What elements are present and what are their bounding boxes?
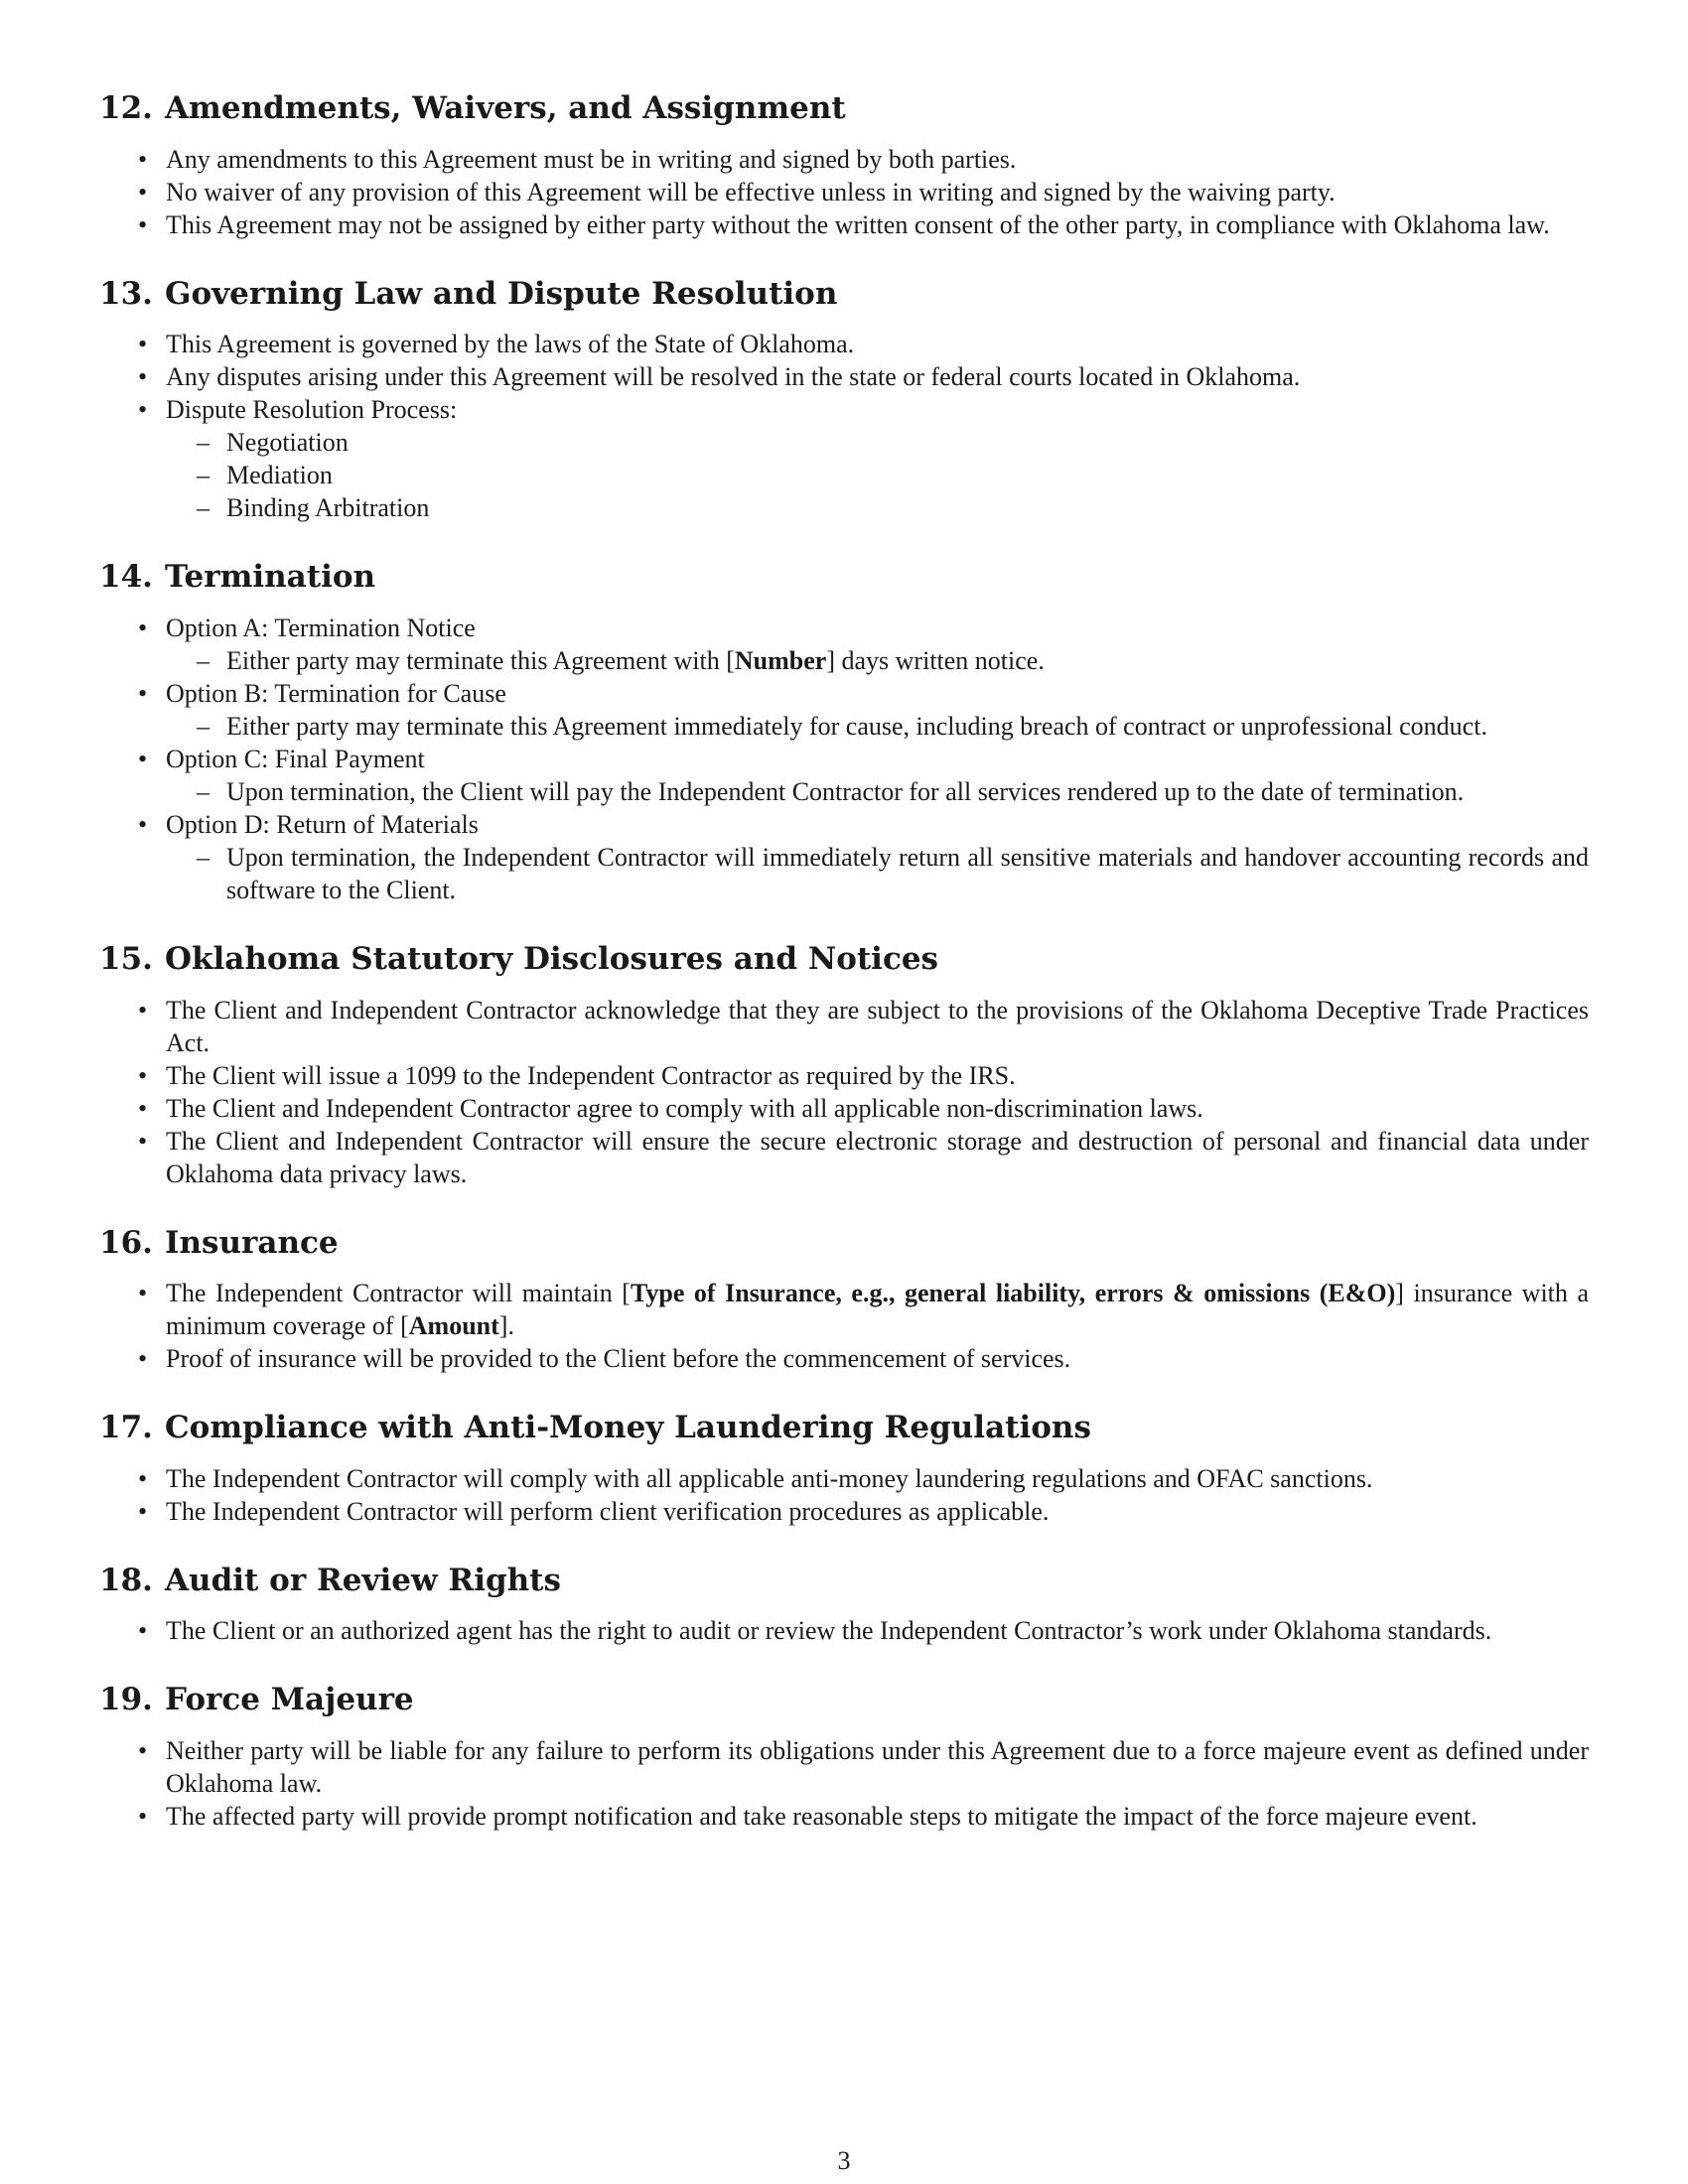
list-item	[166, 1059, 1589, 1092]
bullet-list	[99, 612, 1589, 906]
section-title: Governing Law and Dispute Resolution	[165, 275, 838, 312]
sub-list-item-text: Binding Arbitration	[226, 493, 430, 523]
bullet-list	[99, 1614, 1589, 1647]
section-19	[99, 1683, 1589, 1833]
sub-list-item	[226, 644, 1589, 677]
text-run: ] days written notice.	[826, 645, 1045, 675]
list-item	[166, 1614, 1589, 1647]
list-item	[166, 1277, 1589, 1342]
section-number: 17.	[99, 1410, 153, 1446]
list-item-text: The Client or an authorized agent has the right to audit or review the Independent Contractor’s work under Oklahoma standards.	[166, 1616, 1492, 1646]
list-item	[166, 612, 1589, 677]
list-item-text: Neither party will be liable for any failure to perform its obligations under this Agreement due to a force majeure event as defined under Oklahoma law.	[166, 1736, 1589, 1799]
section-number: 19.	[99, 1682, 153, 1718]
list-item-text: Option B: Termination for Cause	[166, 678, 506, 708]
sub-list-item	[226, 459, 1589, 491]
list-item-text: Option D: Return of Materials	[166, 809, 479, 839]
section-title: Termination	[165, 559, 376, 596]
section-17	[99, 1411, 1589, 1528]
section-18	[99, 1564, 1589, 1648]
section-14	[99, 560, 1589, 906]
sub-list	[166, 644, 1589, 677]
section-title: Compliance with Anti-Money Laundering Regulations	[165, 1410, 1091, 1446]
bullet-list	[99, 1277, 1589, 1375]
list-item	[166, 393, 1589, 524]
list-item-text: The Client and Independent Contractor will ensure the secure electronic storage and destruction of personal and financial data under Oklahoma data privacy laws.	[166, 1126, 1589, 1188]
list-item-text: Proof of insurance will be provided to the Client before the commencement of services.	[166, 1344, 1071, 1374]
document-body	[99, 91, 1589, 1868]
list-item-text: The affected party will provide prompt notification and take reasonable steps to mitigate the impact of the force majeure event.	[166, 1802, 1477, 1832]
list-item-text: The Client will issue a 1099 to the Independent Contractor as required by the IRS.	[166, 1060, 1016, 1090]
sub-list-item	[226, 775, 1589, 808]
section-heading	[99, 1411, 1589, 1446]
list-item-text: Any disputes arising under this Agreement will be resolved in the state or federal courts located in Oklahoma.	[166, 362, 1301, 392]
bullet-list	[99, 1734, 1589, 1833]
sub-list	[166, 426, 1589, 524]
list-item	[166, 1125, 1589, 1190]
list-item	[166, 208, 1589, 241]
sub-list-item-text: Either party may terminate this Agreement immediately for cause, including breach of contract or unprofessional conduct.	[226, 711, 1487, 741]
section-heading	[99, 560, 1589, 596]
section-heading	[99, 942, 1589, 978]
sub-list-item-text: Upon termination, the Client will pay the Independent Contractor for all services rendered up to the date of termination.	[226, 776, 1465, 806]
list-item-text: Option A: Termination Notice	[166, 613, 476, 642]
section-15	[99, 942, 1589, 1190]
section-number: 18.	[99, 1562, 153, 1598]
list-item	[166, 677, 1589, 743]
section-title: Force Majeure	[165, 1682, 414, 1718]
text-run: ].	[498, 1311, 514, 1341]
sub-list-item-text: Negotiation	[226, 428, 349, 458]
list-item	[166, 1495, 1589, 1528]
placeholder-field: Amount	[408, 1311, 499, 1341]
section-title: Audit or Review Rights	[165, 1562, 561, 1598]
sub-list-item-text: Upon termination, the Independent Contractor will immediately return all sensitive materials and handover accounting records and software to the Client.	[226, 842, 1589, 904]
section-number: 16.	[99, 1224, 153, 1261]
section-title: Oklahoma Statutory Disclosures and Notices	[165, 940, 939, 977]
list-item-text: Dispute Resolution Process:	[166, 395, 458, 425]
placeholder-field: Type of Insurance, e.g., general liability, errors & omissions (E&O)	[630, 1279, 1396, 1308]
section-heading	[99, 91, 1589, 127]
sub-list	[166, 775, 1589, 808]
section-heading	[99, 277, 1589, 313]
section-title: Insurance	[165, 1224, 339, 1261]
list-item	[166, 808, 1589, 906]
sub-list-item-text: Mediation	[226, 461, 333, 490]
list-item-text: The Independent Contractor will comply with all applicable anti-money laundering regulations and OFAC sanctions.	[166, 1463, 1373, 1493]
section-number: 15.	[99, 940, 153, 977]
list-item	[166, 143, 1589, 176]
placeholder-field: Number	[734, 645, 827, 675]
section-title: Amendments, Waivers, and Assignment	[165, 90, 846, 126]
bullet-list	[99, 994, 1589, 1190]
list-item	[166, 360, 1589, 393]
list-item	[166, 1342, 1589, 1375]
list-item-text: The Independent Contractor will perform client verification procedures as applicable.	[166, 1496, 1050, 1526]
list-item	[166, 1734, 1589, 1800]
text-run: Either party may terminate this Agreement with [	[226, 645, 735, 675]
sub-list-item-text	[226, 646, 1045, 675]
list-item-text: Any amendments to this Agreement must be in writing and signed by both parties.	[166, 144, 1017, 174]
text-run: ] insurance with a minimum coverage of [	[166, 1279, 1589, 1341]
list-item	[166, 994, 1589, 1059]
bullet-list	[99, 328, 1589, 524]
list-item-text: No waiver of any provision of this Agreement will be effective unless in writing and signed by the waiving party.	[166, 177, 1336, 206]
list-item-text: The Client and Independent Contractor agree to comply with all applicable non-discrimination laws.	[166, 1093, 1203, 1123]
page-number: 3	[837, 2146, 851, 2175]
list-item-text: The Client and Independent Contractor acknowledge that they are subject to the provisions of the Oklahoma Deceptive Trade Practices Act.	[166, 995, 1589, 1057]
section-number: 12.	[99, 90, 153, 126]
section-16	[99, 1226, 1589, 1376]
section-heading	[99, 1226, 1589, 1262]
list-item-text	[166, 1279, 1589, 1340]
list-item	[166, 743, 1589, 808]
section-number: 13.	[99, 275, 153, 312]
section-12	[99, 91, 1589, 241]
list-item	[166, 328, 1589, 360]
list-item-text: Option C: Final Payment	[166, 744, 425, 773]
section-heading	[99, 1683, 1589, 1718]
bullet-list	[99, 143, 1589, 241]
sub-list-item	[226, 426, 1589, 459]
text-run: The Independent Contractor will maintain [	[166, 1279, 631, 1308]
sub-list	[166, 710, 1589, 743]
section-13	[99, 277, 1589, 525]
list-item	[166, 1462, 1589, 1495]
section-number: 14.	[99, 559, 153, 596]
sub-list	[166, 841, 1589, 906]
list-item	[166, 1800, 1589, 1833]
list-item	[166, 176, 1589, 208]
section-heading	[99, 1564, 1589, 1599]
list-item	[166, 1092, 1589, 1125]
list-item-text: This Agreement is governed by the laws of the State of Oklahoma.	[166, 330, 855, 359]
bullet-list	[99, 1462, 1589, 1528]
sub-list-item	[226, 710, 1589, 743]
sub-list-item	[226, 841, 1589, 906]
sub-list-item	[226, 491, 1589, 524]
list-item-text: This Agreement may not be assigned by either party without the written consent of the other party, in compliance with Oklahoma law.	[166, 209, 1550, 239]
